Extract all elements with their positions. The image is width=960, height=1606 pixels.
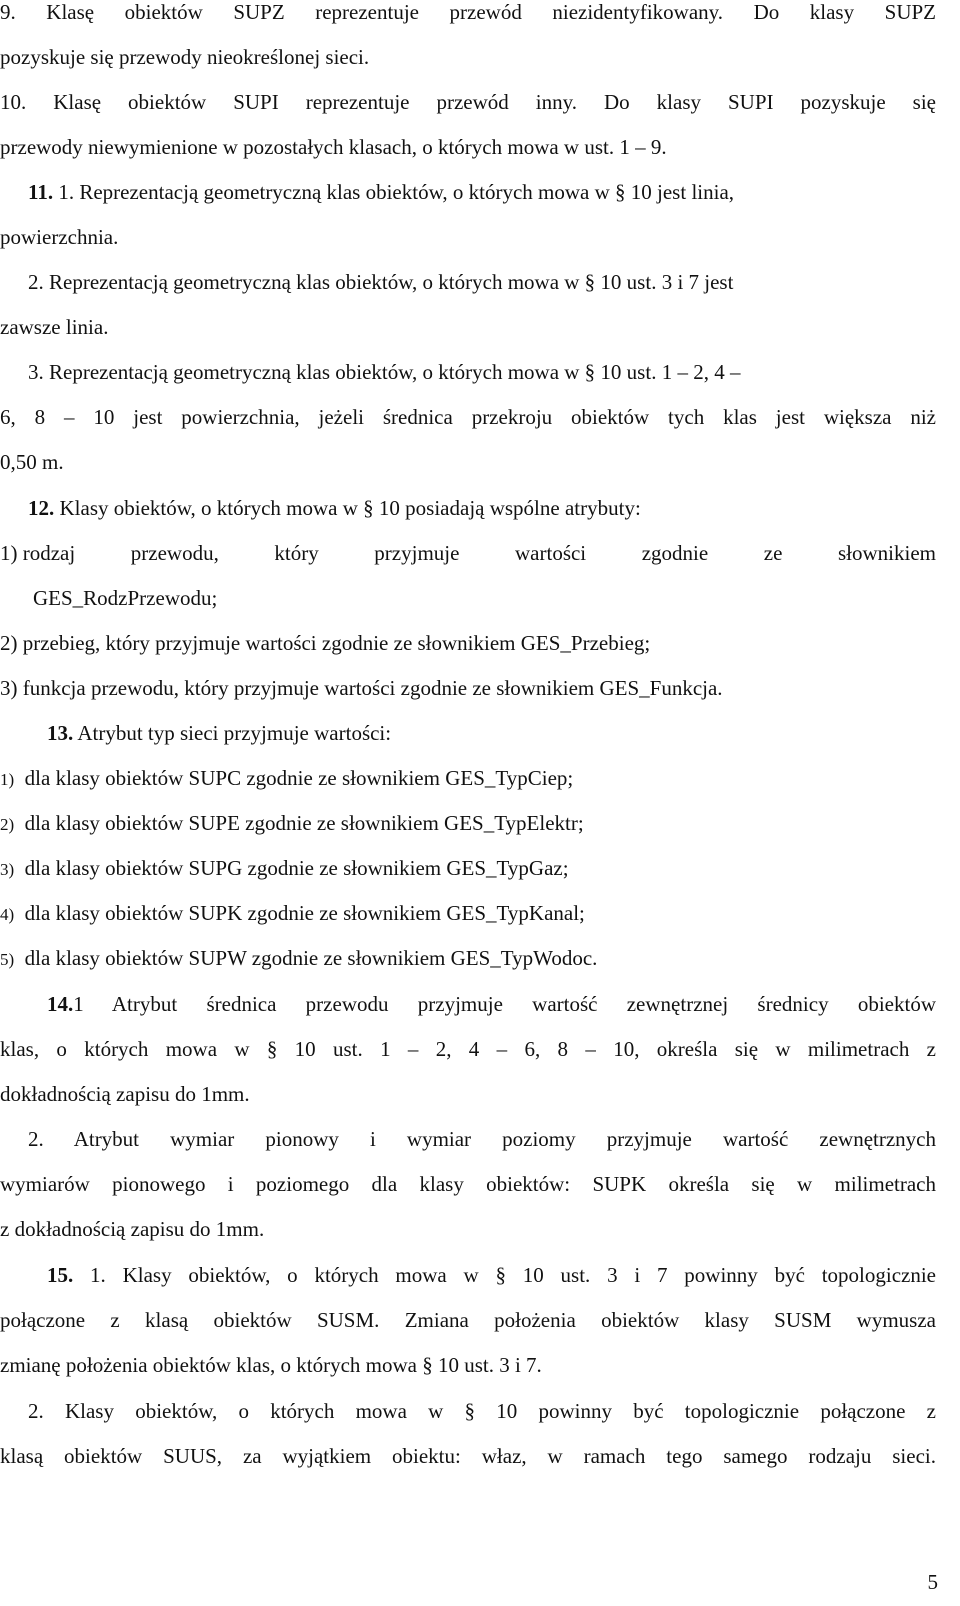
- text-line: 0,50 m.: [0, 450, 64, 474]
- paragraph-13: [47, 711, 936, 757]
- list-item: 5) dla klasy obiektów SUPW zgodnie ze słownikiem GES_TypWodoc.: [0, 946, 598, 970]
- list-item: 3) funkcja przewodu, który przyjmuje wartości zgodnie ze słownikiem GES_Funkcja.: [0, 676, 723, 700]
- text-line: zawsze linia.: [0, 315, 109, 339]
- text-line: przewody niewymienione w pozostałych klasach, o których mowa w ust. 1 – 9.: [0, 135, 667, 159]
- text-line: 9. Klasę obiektów SUPZ reprezentuje przewód niezidentyfikowany. Do klasy SUPZ: [0, 0, 936, 24]
- page-number: 5: [927, 1570, 938, 1594]
- text-line: 1 Atrybut średnica przewodu przyjmuje wartość zewnętrznej średnicy obiektów: [73, 992, 936, 1016]
- paragraph-number: 15.: [47, 1263, 74, 1287]
- text-line: pozyskuje się przewody nieokreślonej sieci.: [0, 45, 370, 69]
- text-line: powierzchnia.: [0, 225, 119, 249]
- text-line: 3. Reprezentacją geometryczną klas obiektów, o których mowa w § 10 ust. 1 – 2, 4 –: [28, 360, 741, 384]
- paragraph-number: 14.: [47, 992, 74, 1016]
- list-item: 2) przebieg, który przyjmuje wartości zgodnie ze słownikiem GES_Przebieg;: [0, 631, 651, 655]
- list-item: 1) rodzaj przewodu, który przyjmuje wartości zgodnie ze słownikiem: [0, 541, 936, 565]
- text-line: zmianę położenia obiektów klas, o których mowa § 10 ust. 3 i 7.: [0, 1353, 542, 1377]
- text-line: 1. Klasy obiektów, o których mowa w § 10 ust. 3 i 7 powinny być topologicznie: [73, 1263, 936, 1287]
- text-line: 2. Klasy obiektów, o których mowa w § 10 powinny być topologicznie połączone z: [28, 1399, 936, 1423]
- text-line: 6, 8 – 10 jest powierzchnia, jeżeli średnica przekroju obiektów tych klas jest większa niż: [0, 405, 936, 429]
- text-line: wymiarów pionowego i poziomego dla klasy obiektów: SUPK określa się w milimetrach: [0, 1172, 936, 1196]
- paragraph-number: 12.: [28, 496, 55, 520]
- text-line: Atrybut typ sieci przyjmuje wartości:: [73, 721, 392, 745]
- text-line: dokładnością zapisu do 1mm.: [0, 1082, 250, 1106]
- paragraph-11: [28, 170, 936, 216]
- list-item: 2) dla klasy obiektów SUPE zgodnie ze słownikiem GES_TypElektr;: [0, 811, 584, 835]
- list-item: 3) dla klasy obiektów SUPG zgodnie ze słownikiem GES_TypGaz;: [0, 856, 569, 880]
- text-line: GES_RodzPrzewodu;: [33, 586, 218, 610]
- list-item: 1) dla klasy obiektów SUPC zgodnie ze słownikiem GES_TypCiep;: [0, 766, 574, 790]
- text-line: Klasy obiektów, o których mowa w § 10 posiadają wspólne atrybuty:: [54, 496, 641, 520]
- paragraph-14: [47, 982, 936, 1028]
- paragraph-15: [47, 1253, 936, 1299]
- text-line: 2. Atrybut wymiar pionowy i wymiar poziomy przyjmuje wartość zewnętrznych: [28, 1127, 936, 1151]
- text-line: połączone z klasą obiektów SUSM. Zmiana położenia obiektów klasy SUSM wymusza: [0, 1308, 936, 1332]
- paragraph-number: 13.: [47, 721, 74, 745]
- text-line: z dokładnością zapisu do 1mm.: [0, 1217, 265, 1241]
- paragraph-12: [28, 486, 936, 532]
- list-item: 4) dla klasy obiektów SUPK zgodnie ze słownikiem GES_TypKanal;: [0, 901, 585, 925]
- text-line: klasą obiektów SUUS, za wyjątkiem obiektu: właz, w ramach tego samego rodzaju sieci.: [0, 1444, 936, 1468]
- text-line: 1. Reprezentacją geometryczną klas obiektów, o których mowa w § 10 jest linia,: [53, 180, 735, 204]
- paragraph-number: 11.: [28, 180, 54, 204]
- text-line: 10. Klasę obiektów SUPI reprezentuje przewód inny. Do klasy SUPI pozyskuje się: [0, 90, 936, 114]
- text-line: klas, o których mowa w § 10 ust. 1 – 2, 4 – 6, 8 – 10, określa się w milimetrach z: [0, 1037, 936, 1061]
- text-line: 2. Reprezentacją geometryczną klas obiektów, o których mowa w § 10 ust. 3 i 7 jest: [28, 270, 734, 294]
